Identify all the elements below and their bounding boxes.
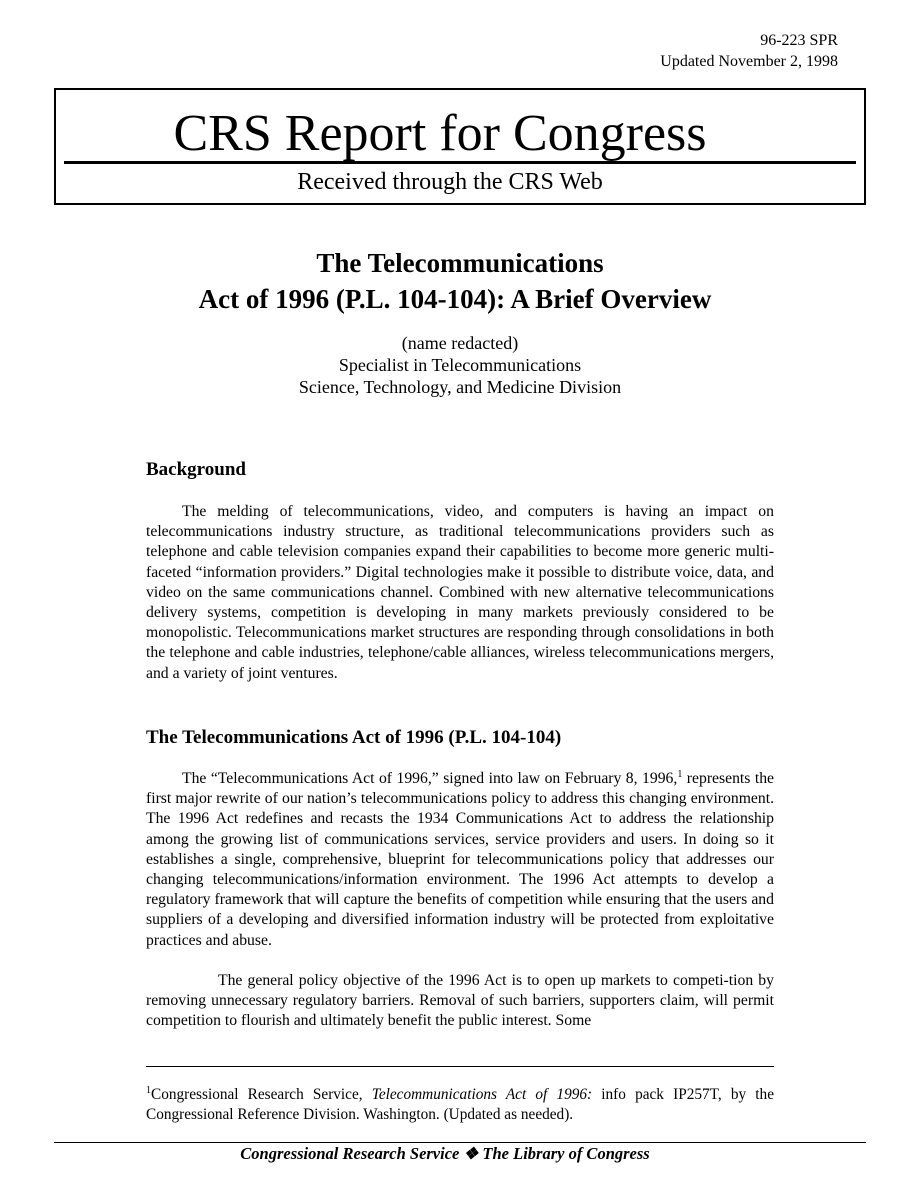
footnote xyxy=(146,1085,774,1125)
title-line-2: Act of 1996 (P.L. 104-104): A Brief Overview xyxy=(198,284,712,314)
title-line-1: The Telecommunications xyxy=(316,248,604,278)
document-title xyxy=(0,245,920,317)
author-division: Science, Technology, and Medicine Division xyxy=(298,377,622,397)
report-number: 96-223 SPR xyxy=(760,32,838,49)
act-paragraph-2 xyxy=(146,971,774,1032)
updated-date: Updated November 2, 1998 xyxy=(660,53,838,70)
footnote-text: info pack IP257T, by the Congressional Reference Division. Washington. (Updated as needed). xyxy=(146,1086,774,1123)
paragraph-text: The “Telecommunications Act of 1996,” signed into law on February 8, 1996, xyxy=(182,770,678,787)
background-paragraph xyxy=(146,502,774,684)
crs-banner xyxy=(54,88,866,205)
footnote-text: Congressional Research Service, xyxy=(151,1086,372,1103)
author-name: (name redacted) xyxy=(401,333,519,353)
footnote-cited-title: Telecommunications Act of 1996: xyxy=(371,1086,593,1103)
footnote-reference[interactable]: 1 xyxy=(677,769,683,780)
banner-rule xyxy=(64,161,856,164)
footer-divider xyxy=(54,1142,866,1143)
footnote-mark: 1 xyxy=(146,1085,151,1096)
act-paragraph-1 xyxy=(146,769,774,951)
paragraph-text: The melding of telecommunications, video, and computers is having an impact on telecommunications industry structure, as traditional telecommunications providers such as telephone and cable television companies expand their capabilities to become more generic multi-faceted “information providers.” Digital technologies make it possible to distribute voice, data, and video on the same communications channel. Combined with new alternative telecommunications delivery systems, competition is developing in many markets previously considered to be monopolistic. Telecommunications market structures are responding through consolidations in both the telephone and cable industries, telephone/cable alliances, wireless telecommunications mergers, and a variety of joint ventures. xyxy=(146,503,774,682)
section-heading-act: The Telecommunications Act of 1996 (P.L. 104-104) xyxy=(146,727,562,748)
banner-title: CRS Report for Congress xyxy=(173,105,707,162)
author-block xyxy=(0,332,920,398)
author-title: Specialist in Telecommunications xyxy=(338,355,582,375)
paragraph-text: represents the first major rewrite of our nation’s telecommunications policy to address this changing environment. The 1996 Act redefines and recasts the 1934 Communications Act to address the relationship among the growing list of communications services, service providers and users. In doing so it establishes a single, comprehensive, blueprint for telecommunications policy that addresses our changing telecommunications/information environment. The 1996 Act attempts to develop a regulatory framework that will capture the benefits of competition while ensuring that the users and suppliers of a developing and diversified information industry will be protected from exploitative practices and abuse. xyxy=(146,770,774,949)
report-meta xyxy=(660,30,838,72)
paragraph-text: The general policy objective of the 1996 Act is to open up markets to competi-tion by removing unnecessary regulatory barriers. Removal of such barriers, supporters claim, will permit competition to flourish and ultimately benefit the public interest. Some xyxy=(146,972,774,1030)
footnote-divider xyxy=(146,1066,774,1067)
section-heading-background: Background xyxy=(146,459,246,480)
page-footer: Congressional Research Service ❖ The Library of Congress xyxy=(240,1144,650,1163)
banner-subtitle: Received through the CRS Web xyxy=(297,169,603,195)
